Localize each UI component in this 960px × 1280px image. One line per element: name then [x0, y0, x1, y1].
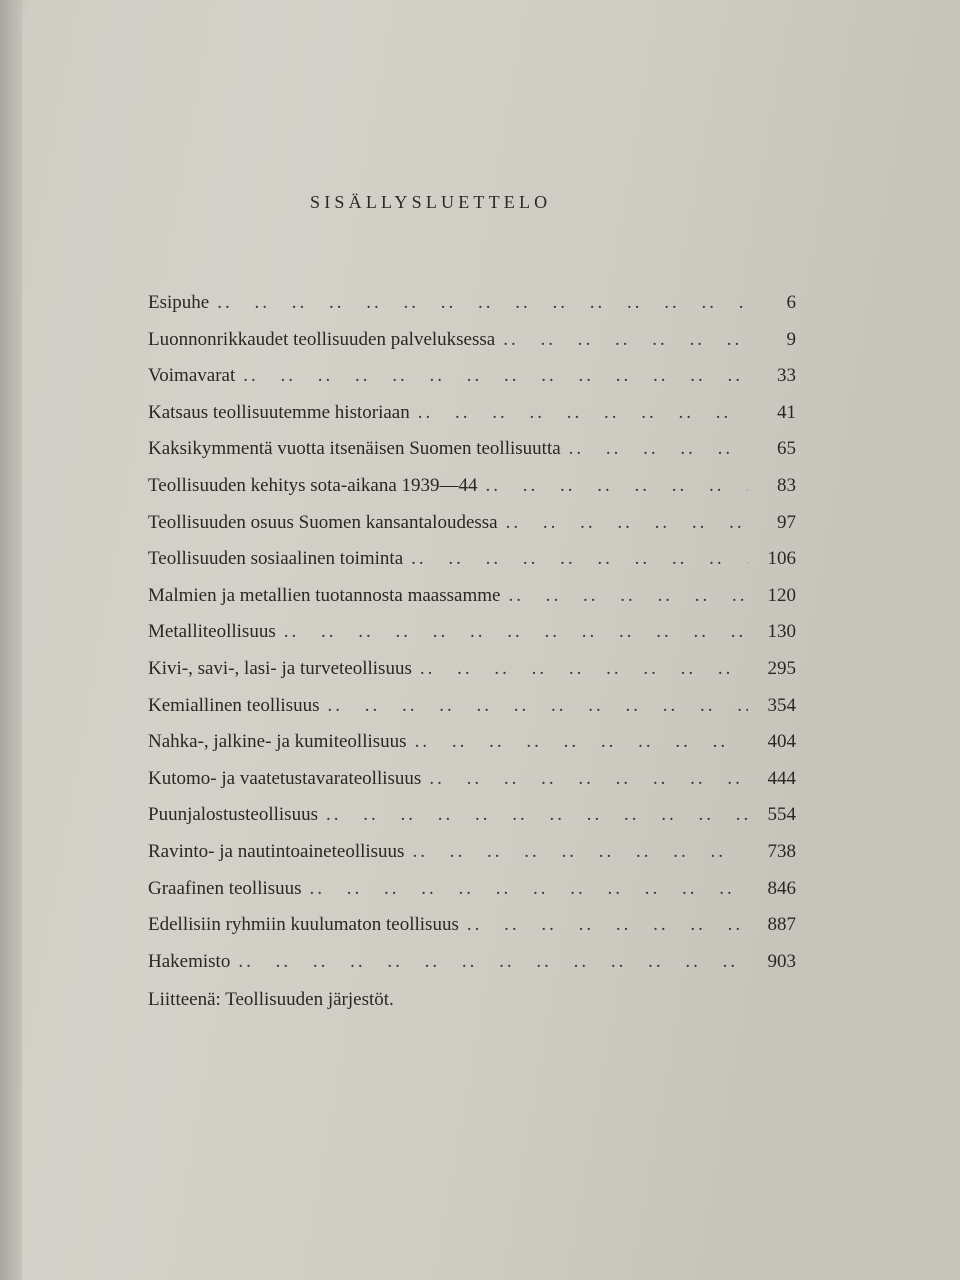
toc-entry-page: 846	[767, 877, 796, 899]
toc-entry-page: 903	[767, 950, 796, 972]
dot-leader	[508, 585, 748, 607]
dot-leader	[328, 695, 748, 717]
toc-entry-label: Luonnonrikkaudet teollisuuden palveluksessa	[148, 328, 496, 350]
toc-entry-label: Teollisuuden kehitys sota-aikana 1939—44	[148, 474, 478, 496]
dot-leader	[238, 951, 748, 973]
dot-leader	[326, 804, 748, 826]
dot-leader	[243, 365, 748, 387]
dot-leader	[284, 621, 748, 643]
toc-entry	[148, 329, 796, 366]
toc-entry-page: 41	[777, 401, 796, 423]
toc-entry-label: Kutomo- ja vaatetustavarateollisuus	[148, 767, 422, 789]
page-title: SISÄLLYSLUETTELO	[310, 192, 552, 212]
toc-entry-page: 120	[767, 584, 796, 606]
dot-leader	[310, 878, 748, 900]
toc-entry-label: Edellisiin ryhmiin kuulumaton teollisuus	[148, 914, 459, 936]
toc-entry-page: 106	[767, 548, 796, 570]
toc-entry-page: 738	[767, 840, 796, 862]
dot-leader	[411, 548, 748, 570]
dot-leader	[420, 658, 748, 680]
toc-entry-page: 83	[777, 474, 796, 496]
toc-entry-page: 130	[767, 621, 796, 643]
book-spine-shadow	[0, 0, 22, 1280]
toc-entry-label: Esipuhe	[148, 292, 210, 313]
appendix-note: Liitteenä: Teollisuuden järjestöt.	[148, 989, 394, 1011]
toc-entry-label: Ravinto- ja nautintoaineteollisuus	[148, 840, 405, 862]
toc-entry	[148, 841, 796, 878]
toc-entry	[148, 658, 796, 695]
toc-entry	[148, 768, 796, 805]
toc-entry-page: 444	[767, 767, 796, 789]
toc-entry-page: 554	[767, 804, 796, 826]
toc-entry	[148, 585, 796, 622]
toc-entry-label: Voimavarat	[148, 365, 236, 387]
toc-entry-page: 295	[767, 657, 796, 679]
dot-leader	[467, 914, 748, 936]
dot-leader	[217, 292, 748, 314]
toc-entry	[148, 475, 796, 512]
toc-entry	[148, 512, 796, 549]
toc-entry-label: Kivi-, savi-, lasi- ja turveteollisuus	[148, 657, 412, 679]
toc-entry	[148, 804, 796, 841]
toc-entry-page: 9	[786, 328, 796, 350]
toc-entry-page: 97	[777, 511, 796, 533]
toc-entry-page: 6	[786, 292, 796, 313]
toc-entry-label: Katsaus teollisuutemme historiaan	[148, 401, 410, 423]
toc-entry-page: 354	[767, 694, 796, 716]
toc-entry	[148, 914, 796, 951]
toc-entry-label: Kemiallinen teollisuus	[148, 694, 320, 716]
toc-entry-label: Hakemisto	[148, 950, 231, 972]
toc-entry-label: Teollisuuden sosiaalinen toiminta	[148, 548, 404, 570]
dot-leader	[418, 402, 748, 424]
toc-entry	[148, 548, 796, 585]
toc-entry	[148, 695, 796, 732]
toc-entry	[148, 951, 796, 988]
dot-leader	[569, 438, 748, 460]
toc-entry-page: 33	[777, 365, 796, 387]
toc-entry-label: Nahka-, jalkine- ja kumiteollisuus	[148, 731, 407, 753]
toc-entry-label: Kaksikymmentä vuotta itsenäisen Suomen teollisuutta	[148, 438, 561, 460]
toc-entry	[148, 402, 796, 439]
toc-entry	[148, 292, 796, 329]
toc-entry-page: 65	[777, 438, 796, 460]
dot-leader	[412, 841, 748, 863]
table-of-contents	[148, 292, 796, 1011]
toc-entry-label: Teollisuuden osuus Suomen kansantaloudessa	[148, 511, 498, 533]
dot-leader	[486, 475, 748, 497]
toc-entry-label: Malmien ja metallien tuotannosta maassamme	[148, 584, 501, 606]
toc-entry	[148, 438, 796, 475]
dot-leader	[503, 329, 748, 351]
toc-entry-page: 404	[767, 731, 796, 753]
dot-leader	[415, 731, 748, 753]
dot-leader	[506, 512, 748, 534]
dot-leader	[429, 768, 748, 790]
toc-entry-label: Metalliteollisuus	[148, 621, 276, 643]
toc-entry-page: 887	[767, 914, 796, 936]
toc-entry	[148, 365, 796, 402]
toc-entry-label: Graafinen teollisuus	[148, 877, 302, 899]
toc-entry-label: Puunjalostusteollisuus	[148, 804, 318, 826]
toc-entry	[148, 878, 796, 915]
toc-entry	[148, 621, 796, 658]
toc-entry	[148, 731, 796, 768]
